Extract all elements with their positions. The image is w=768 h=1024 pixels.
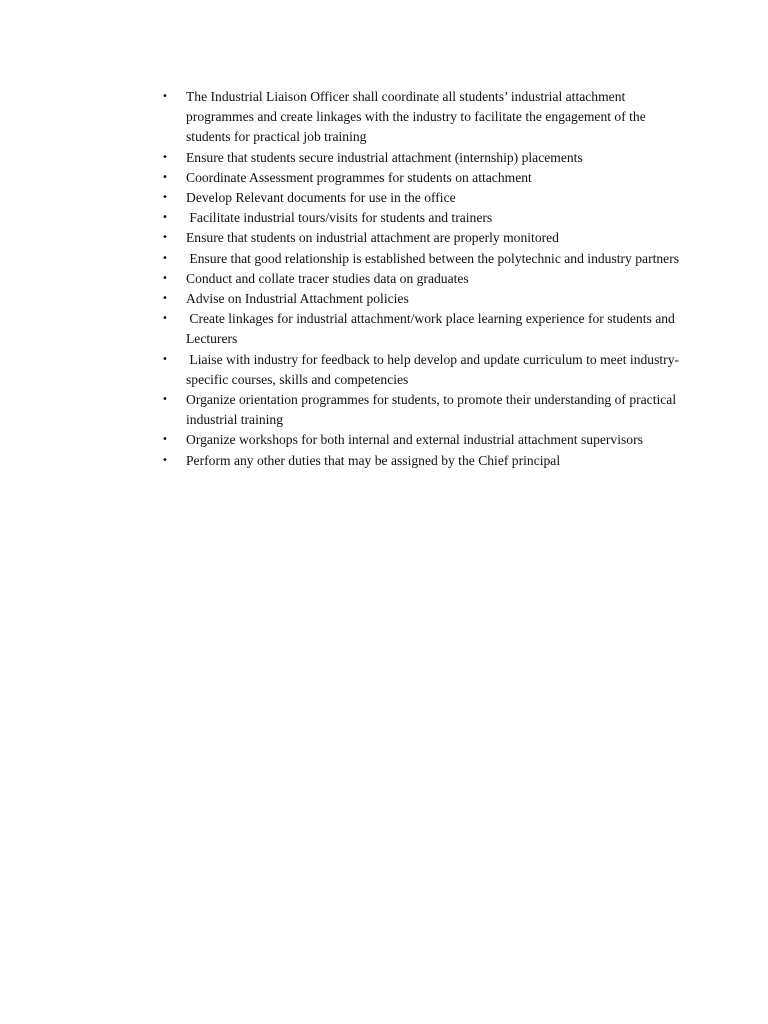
duty-text: Facilitate industrial tours/visits for students and trainers — [186, 210, 493, 226]
bullet-icon: • — [162, 434, 168, 446]
bullet-icon: • — [162, 454, 168, 466]
list-item — [160, 309, 680, 349]
bullet-icon: • — [162, 192, 168, 204]
list-item — [160, 269, 680, 289]
duty-text: Ensure that students on industrial attachment are properly monitored — [186, 230, 559, 246]
bullet-icon: • — [162, 151, 168, 163]
duty-text: Develop Relevant documents for use in the office — [186, 190, 456, 206]
duties-list — [160, 87, 680, 471]
list-item — [160, 148, 680, 168]
bullet-icon: • — [162, 252, 168, 264]
list-item — [160, 208, 680, 228]
list-item — [160, 451, 680, 471]
duty-text: Organize workshops for both internal and external industrial attachment supervisors — [186, 432, 643, 448]
duty-text: Create linkages for industrial attachment/work place learning experience for students and Lecturers — [186, 311, 679, 347]
bullet-icon: • — [162, 293, 168, 305]
bullet-icon: • — [162, 91, 168, 102]
duty-text: Ensure that students secure industrial attachment (internship) placements — [186, 149, 583, 165]
list-item — [160, 350, 680, 390]
list-item — [160, 228, 680, 248]
duty-text: Perform any other duties that may be assigned by the Chief principal — [186, 452, 561, 468]
bullet-icon: • — [162, 313, 168, 325]
duty-text: Conduct and collate tracer studies data on graduates — [186, 270, 469, 286]
list-item — [160, 430, 680, 450]
bullet-icon: • — [162, 394, 168, 406]
list-item — [160, 188, 680, 208]
duty-text: The Industrial Liaison Officer shall coordinate all students’ industrial attachment programmes and create linkages with the industry to facilitate the engagement of the students for practical job training — [186, 89, 650, 145]
duty-text: Advise on Industrial Attachment policies — [186, 291, 409, 307]
bullet-icon: • — [162, 272, 168, 284]
list-item — [160, 249, 680, 269]
bullet-icon: • — [162, 212, 168, 224]
duty-text: Coordinate Assessment programmes for students on attachment — [186, 169, 532, 185]
duty-text: Liaise with industry for feedback to help develop and update curriculum to meet industry-specific courses, skills and competencies — [186, 351, 680, 387]
list-item — [160, 390, 680, 430]
duty-text: Ensure that good relationship is established between the polytechnic and industry partners — [186, 250, 680, 266]
list-item — [160, 168, 680, 188]
bullet-icon: • — [162, 232, 168, 244]
list-item — [160, 289, 680, 309]
duty-text: Organize orientation programmes for students, to promote their understanding of practical industrial training — [186, 392, 680, 428]
bullet-icon: • — [162, 171, 168, 183]
bullet-icon: • — [162, 353, 168, 365]
list-item — [160, 87, 680, 148]
